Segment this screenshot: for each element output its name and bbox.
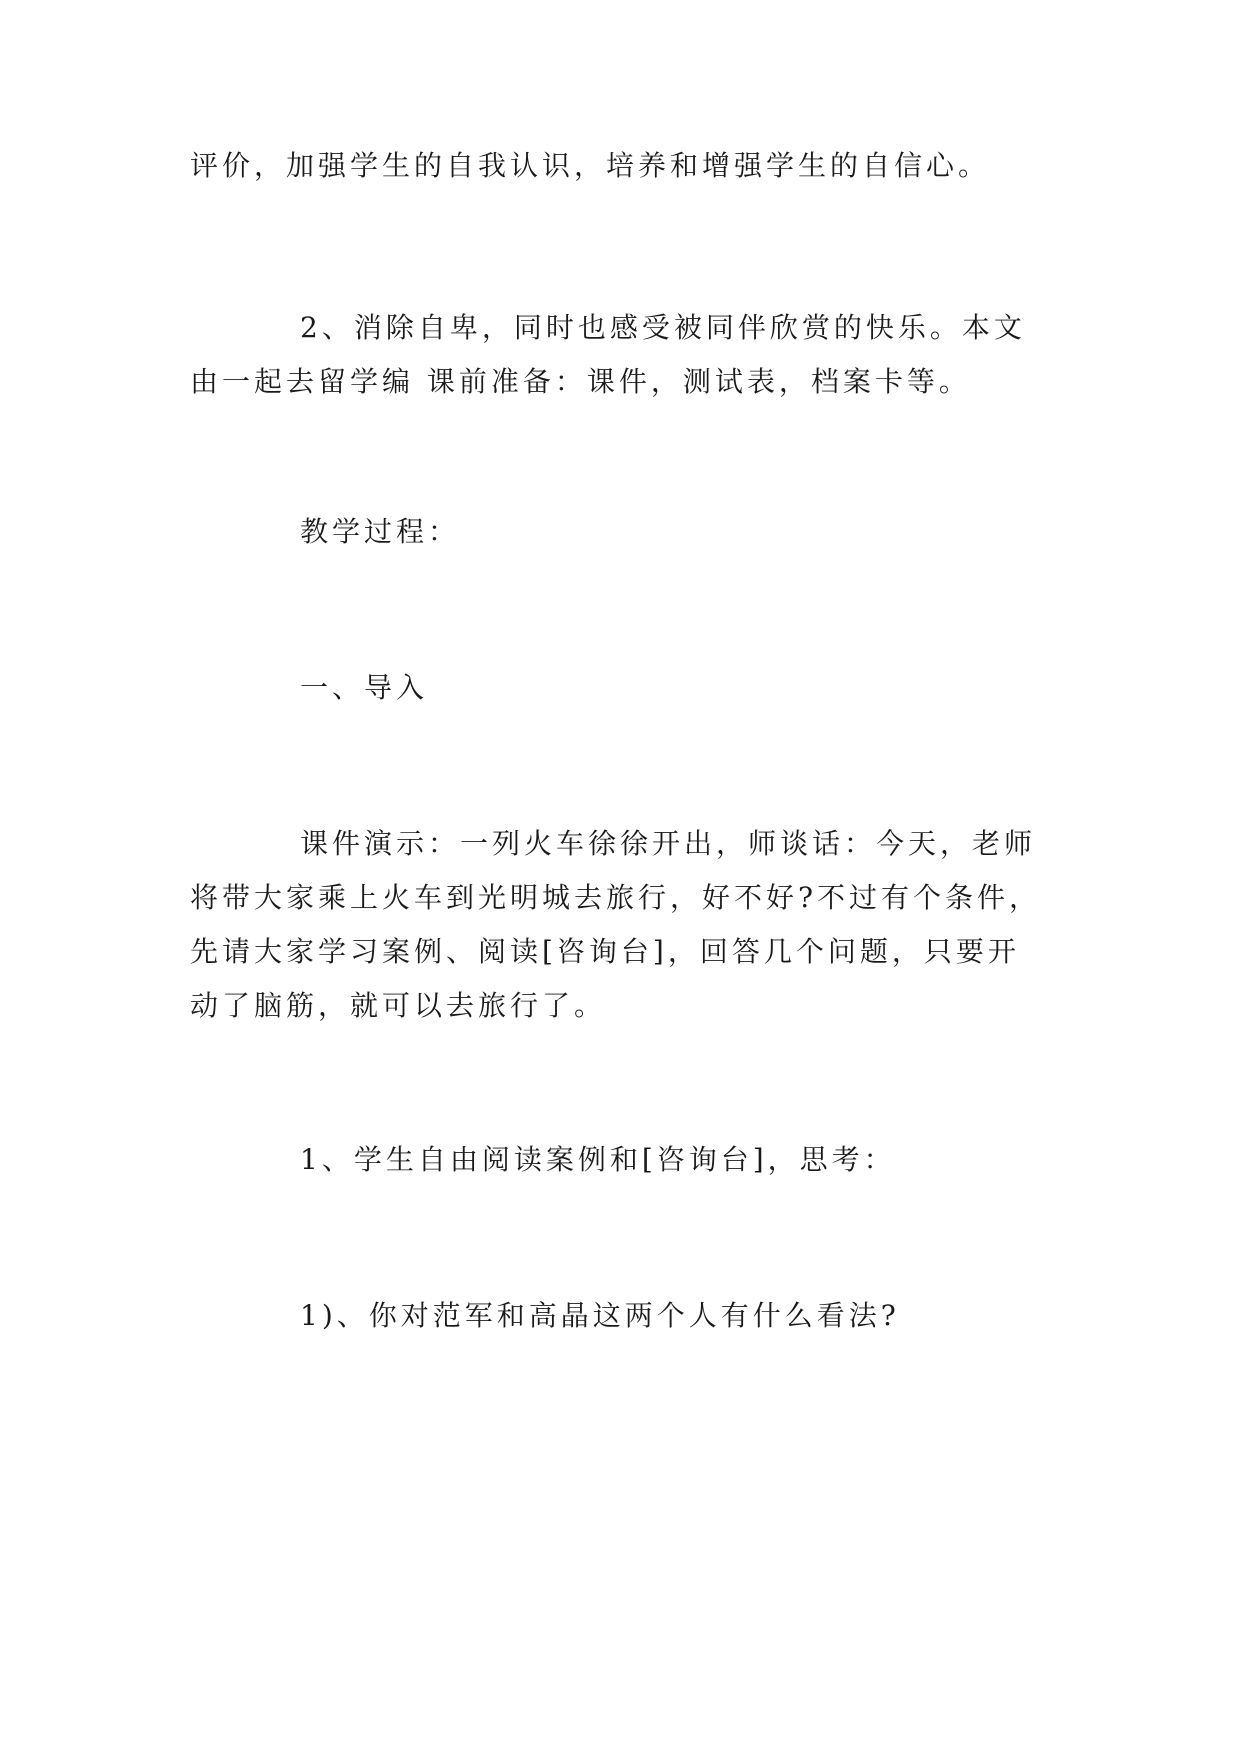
text-line: 1)、你对范军和高晶这两个人有什么看法?: [300, 1299, 900, 1332]
paragraph-objective-2: [190, 301, 1070, 409]
text-line: 动了脑筋，就可以去旅行了。: [190, 989, 607, 1022]
paragraph-question-1: [190, 1289, 1070, 1343]
paragraph-courseware-demo: [190, 817, 1070, 1033]
text-line: 课件演示：一列火车徐徐开出，师谈话：今天，老师: [300, 827, 1037, 860]
text-line: 1、学生自由阅读案例和[咨询台]，思考：: [300, 1143, 896, 1176]
text-line: 将带大家乘上火车到光明城去旅行，好不好?不过有个条件，: [190, 881, 1042, 914]
paragraph-step-1: [190, 1133, 1070, 1187]
text-line: 评价，加强学生的自我认识，培养和增强学生的自信心。: [190, 149, 991, 182]
paragraph-intro-continuation: [190, 139, 1070, 193]
text-line: 一、导入: [300, 671, 429, 704]
text-line: 由一起去留学编 课前准备：课件，测试表，档案卡等。: [190, 365, 971, 398]
heading-introduction: [190, 661, 1070, 715]
text-line: 教学过程：: [300, 515, 461, 548]
text-line: 2、消除自卑，同时也感受被同伴欣赏的快乐。本文: [300, 311, 1026, 344]
heading-teaching-process: [190, 505, 1070, 559]
text-line: 先请大家学习案例、阅读[咨询台]，回答几个问题，只要开: [190, 935, 1020, 968]
